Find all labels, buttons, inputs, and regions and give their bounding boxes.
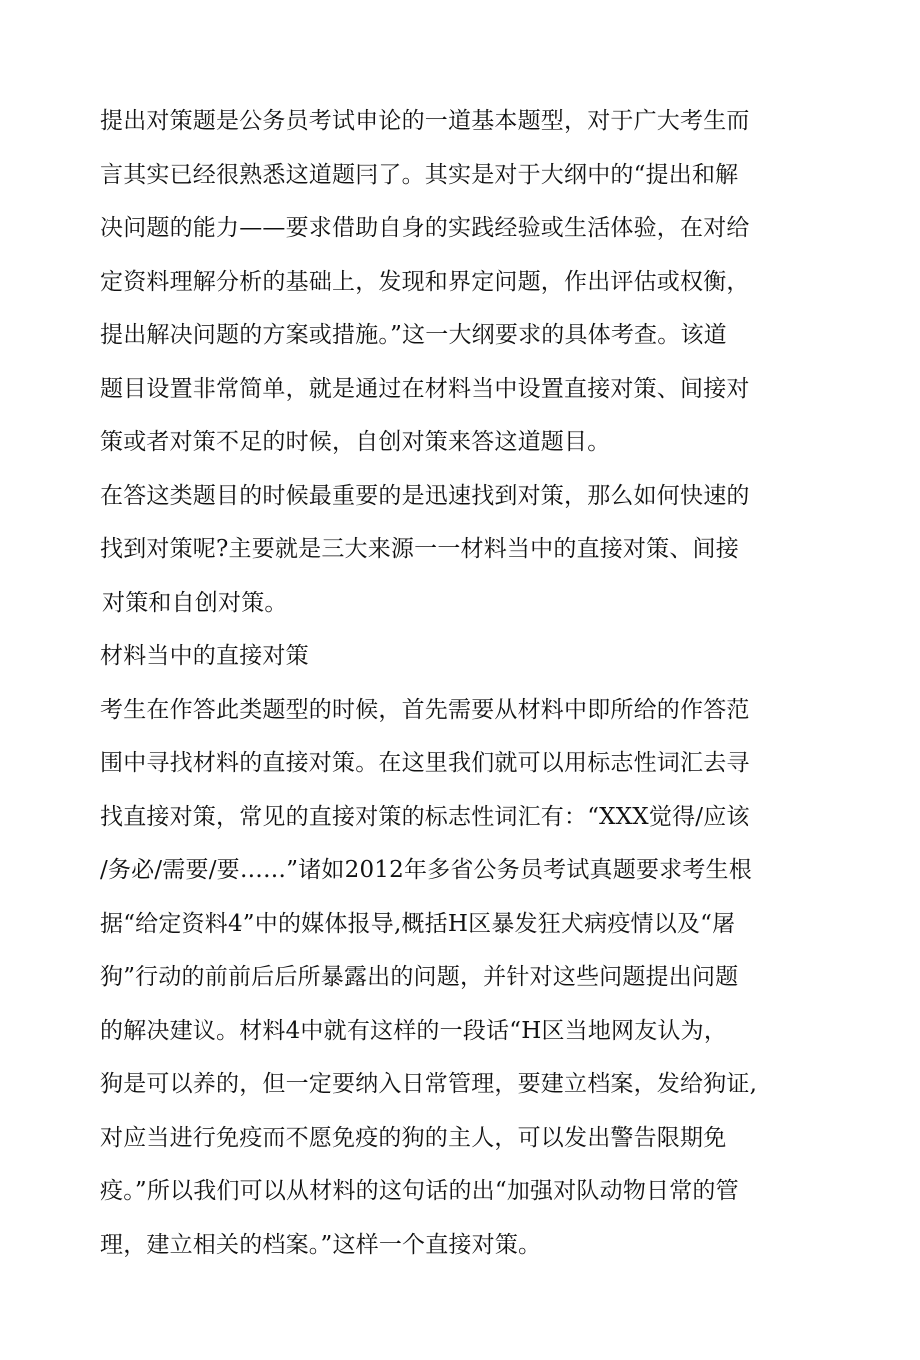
text-line-12: 考生在作答此类题型的时候，首先需要从材料中即所给的作答范 [100,696,750,723]
text-line-9: 找到对策呢?主要就是三大来源一一材料当中的直接对策、间接 [100,536,739,562]
text-line-21: 疫。”所以我们可以从材料的这句话的出“加强对队动物日常的管 [100,1178,739,1204]
section-heading: 材料当中的直接对策 [100,643,309,669]
document-body [100,95,820,1272]
text-line-17: 狗”行动的前前后后所暴露出的问题，并针对这些问题提出问题 [100,964,739,990]
text-line-13: 围中寻找材料的直接对策。在这里我们就可以用标志性词汇去寻 [100,750,750,776]
text-line-6: 题目设置非常简单，就是通过在材料当中设置直接对策、间接对 [100,375,750,402]
text-line-19: 狗是可以养的，但一定要纳入日常管理，要建立档案，发给狗证, [100,1071,758,1097]
text-line-8: 在答这类题目的时候最重要的是迅速找到对策，那么如何快速的 [100,482,750,509]
text-line-22: 理，建立相关的档案。”这样一个直接对策。 [100,1231,542,1258]
text-line-1: 提出对策题是公务员考试申论的一道基本题型，对于广大考生而 [100,108,750,134]
text-line-14: 找直接对策，常见的直接对策的标志性词汇有：“XXX觉得/应该 [100,803,750,830]
text-line-10: 对策和自创对策。 [102,589,288,616]
text-line-7: 策或者对策不足的时候，自创对策来答这道题目。 [100,429,611,455]
text-line-4: 定资料理解分析的基础上，发现和界定问题，作出评估或权衡， [100,268,750,295]
text-line-15: /务必/需要/要……”诸如2012年多省公务员考试真题要求考生根 [100,857,752,883]
text-line-18: 的解决建议。材料4中就有这样的一段话“H区当地网友认为， [100,1017,728,1044]
text-line-20: 对应当进行免疫而不愿免疫的狗的主人，可以发出警告限期免 [100,1124,727,1151]
text-line-16: 据“给定资料4”中的媒体报导,概括H区暴发狂犬病疫情以及“屠 [100,910,736,937]
text-line-5: 提出解决问题的方案或措施。”这一大纲要求的具体考查。该道 [100,322,727,348]
text-line-2: 言其实已经很熟悉这道题冃了。其实是对于大纲中的“提出和解 [100,161,739,188]
text-line-3: 决问题的能力——要求借助自身的实践经验或生活体验，在对给 [100,215,750,241]
